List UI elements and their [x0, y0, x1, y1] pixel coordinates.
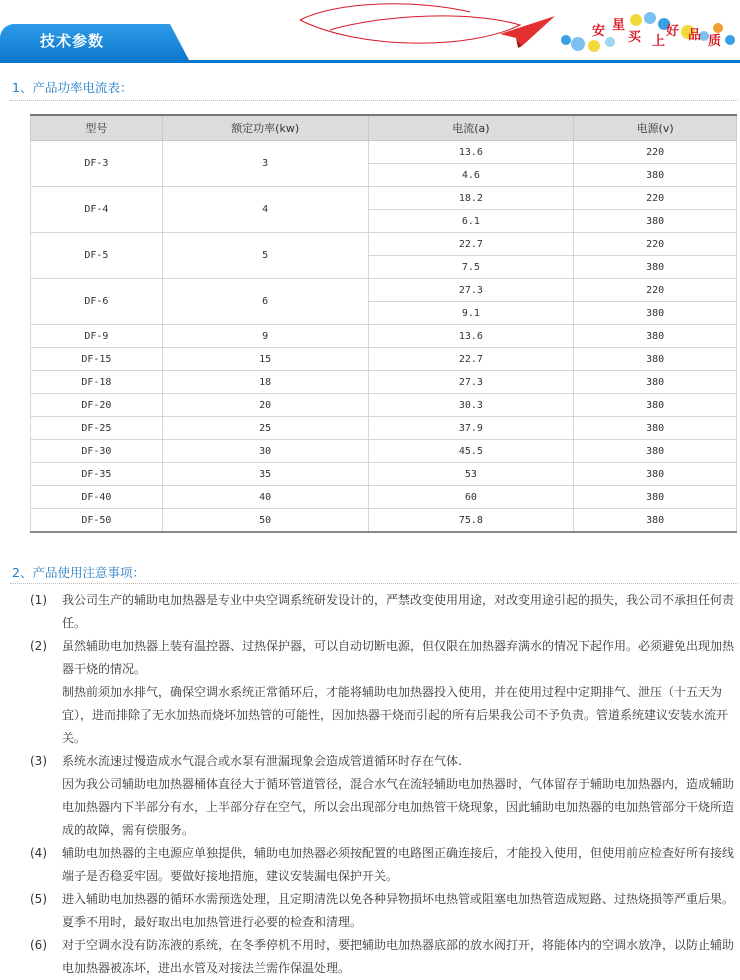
table-row	[31, 509, 737, 533]
cell-power: 5	[162, 233, 368, 279]
cell-power: 9	[162, 325, 368, 348]
cell-power: 40	[162, 486, 368, 509]
slogan-char: 安	[592, 24, 606, 39]
cell-current: 30.3	[368, 394, 574, 417]
cell-voltage: 380	[574, 256, 737, 279]
cell-model: DF-3	[31, 141, 163, 187]
table-row	[31, 187, 737, 210]
note-item	[30, 635, 738, 750]
cell-voltage: 220	[574, 141, 737, 164]
cell-model: DF-40	[31, 486, 163, 509]
cell-model: DF-30	[31, 440, 163, 463]
banner-underline	[0, 60, 740, 63]
note-number: (4)	[30, 846, 47, 860]
cell-model: DF-4	[31, 187, 163, 233]
table-row	[31, 417, 737, 440]
note-item	[30, 934, 738, 980]
cell-power: 15	[162, 348, 368, 371]
cell-model: DF-35	[31, 463, 163, 486]
power-current-table	[30, 114, 737, 533]
cell-voltage: 220	[574, 233, 737, 256]
page-title: 技术参数	[40, 32, 105, 50]
cell-power: 30	[162, 440, 368, 463]
table-row	[31, 279, 737, 302]
note-item	[30, 888, 738, 934]
note-item	[30, 589, 738, 635]
note-text: 虽然辅助电加热器上装有温控器、过热保护器，可以自动切断电源，但仅限在加热器弃满水的情况下起作用。必须避免出现加热器干烧的情况。	[62, 639, 735, 676]
slogan-char: 上	[652, 34, 666, 49]
slogan-char: 质	[708, 34, 722, 49]
cell-power: 25	[162, 417, 368, 440]
cell-voltage: 380	[574, 509, 737, 533]
cell-power: 6	[162, 279, 368, 325]
cell-voltage: 220	[574, 279, 737, 302]
cell-model: DF-20	[31, 394, 163, 417]
cell-voltage: 380	[574, 417, 737, 440]
note-number: (2)	[30, 639, 47, 653]
cell-current: 9.1	[368, 302, 574, 325]
cell-voltage: 380	[574, 486, 737, 509]
cell-current: 75.8	[368, 509, 574, 533]
cell-model: DF-15	[31, 348, 163, 371]
cell-voltage: 380	[574, 463, 737, 486]
cell-voltage: 380	[574, 348, 737, 371]
table-header-row	[31, 115, 737, 141]
dotted-divider	[10, 100, 738, 101]
note-text: 系统水流速过慢造成水气混合或水泵有泄漏现象会造成管道循环时存在气体.	[62, 754, 462, 768]
column-header-power: 额定功率(kw)	[162, 115, 368, 141]
usage-notes-list	[30, 589, 738, 980]
cell-current: 4.6	[368, 164, 574, 187]
cell-model: DF-18	[31, 371, 163, 394]
cell-current: 22.7	[368, 348, 574, 371]
section-title-usage-notes: 2、产品使用注意事项：	[12, 565, 145, 580]
table-row	[31, 141, 737, 164]
table-row	[31, 371, 737, 394]
note-text: 辅助电加热器的主电源应单独提供，辅助电加热器必须按配置的电路图正确连接后，才能投入使用，但使用前应检查好所有接线端子是否稳妥牢固。要做好接地措施，建议安装漏电保护开关。	[62, 846, 735, 883]
cell-current: 27.3	[368, 279, 574, 302]
note-number: (1)	[30, 593, 47, 607]
cell-current: 45.5	[368, 440, 574, 463]
cell-power: 35	[162, 463, 368, 486]
cell-power: 18	[162, 371, 368, 394]
table-body	[31, 141, 737, 533]
cell-model: DF-25	[31, 417, 163, 440]
slogan-char: 星	[612, 18, 626, 33]
cell-voltage: 380	[574, 371, 737, 394]
column-header-voltage: 电源(v)	[574, 115, 737, 141]
paper-plane-icon	[500, 16, 555, 46]
cell-voltage: 380	[574, 210, 737, 233]
table-row	[31, 325, 737, 348]
table-row	[31, 463, 737, 486]
note-text: 我公司生产的辅助电加热器是专业中央空调系统研发设计的，严禁改变使用用途，对改变用途引起的损失，我公司不承担任何责任。	[62, 593, 735, 630]
table-row	[31, 233, 737, 256]
cell-current: 53	[368, 463, 574, 486]
cell-voltage: 220	[574, 187, 737, 210]
header-banner	[0, 0, 740, 64]
slogan-char: 买	[628, 30, 642, 45]
table-row	[31, 440, 737, 463]
cell-power: 3	[162, 141, 368, 187]
cell-model: DF-50	[31, 509, 163, 533]
cell-power: 20	[162, 394, 368, 417]
cell-current: 37.9	[368, 417, 574, 440]
note-number: (3)	[30, 754, 47, 768]
note-number: (6)	[30, 938, 47, 952]
cell-current: 13.6	[368, 141, 574, 164]
note-text: 对于空调水没有防冻液的系统，在冬季停机不用时，要把辅助电加热器底部的放水阀打开，将能体内的空调水放净，以防止辅助电加热器被冻坏，进出水管及对接法兰需作保温处理。	[62, 938, 735, 975]
cell-current: 22.7	[368, 233, 574, 256]
cell-voltage: 380	[574, 394, 737, 417]
cell-current: 7.5	[368, 256, 574, 279]
table-row	[31, 394, 737, 417]
section-title-power-table: 1、产品功率电流表：	[12, 80, 133, 95]
cell-current: 18.2	[368, 187, 574, 210]
slogan-char: 品	[688, 28, 702, 43]
note-text: 因为我公司辅助电加热器桶体直径大于循环管道管径，混合水气在流轻辅助电加热器时，气体留存于辅助电加热器内，造成辅助电加热器内下半部分有水，上半部分存在空气，所以会出现部分电加热管干烧现象，因此辅助电加热器的电加热管部分干烧所造成的故障，需有偿服务。	[62, 777, 735, 837]
dotted-divider	[10, 583, 738, 584]
cell-model: DF-6	[31, 279, 163, 325]
cell-current: 13.6	[368, 325, 574, 348]
note-item	[30, 750, 738, 842]
table-row	[31, 486, 737, 509]
column-header-current: 电流(a)	[368, 115, 574, 141]
cell-voltage: 380	[574, 325, 737, 348]
cell-voltage: 380	[574, 440, 737, 463]
cell-voltage: 380	[574, 164, 737, 187]
cell-current: 27.3	[368, 371, 574, 394]
note-item	[30, 842, 738, 888]
cell-voltage: 380	[574, 302, 737, 325]
cell-current: 60	[368, 486, 574, 509]
column-header-model: 型号	[31, 115, 163, 141]
note-number: (5)	[30, 892, 47, 906]
cell-current: 6.1	[368, 210, 574, 233]
slogan-char: 好	[666, 24, 680, 39]
cell-model: DF-5	[31, 233, 163, 279]
table-row	[31, 348, 737, 371]
cell-model: DF-9	[31, 325, 163, 348]
cell-power: 50	[162, 509, 368, 533]
note-text: 制热前须加水排气，确保空调水系统正常循环后，才能将辅助电加热器投入使用，并在使用过程中定期排气、泄压（十五天为宜），进而排除了无水加热而烧坏加热管的可能性，因加热器干烧而引起的所有后果我公司不予负责。管道系统建议安装水流开关。	[62, 685, 729, 745]
note-text: 进入辅助电加热器的循环水需预选处理，且定期清洗以免各种异物损坏电热管或阻塞电加热管造成短路、过热烧损等严重后果。夏季不用时，最好取出电加热管进行必要的检查和清理。	[62, 892, 735, 929]
cell-power: 4	[162, 187, 368, 233]
